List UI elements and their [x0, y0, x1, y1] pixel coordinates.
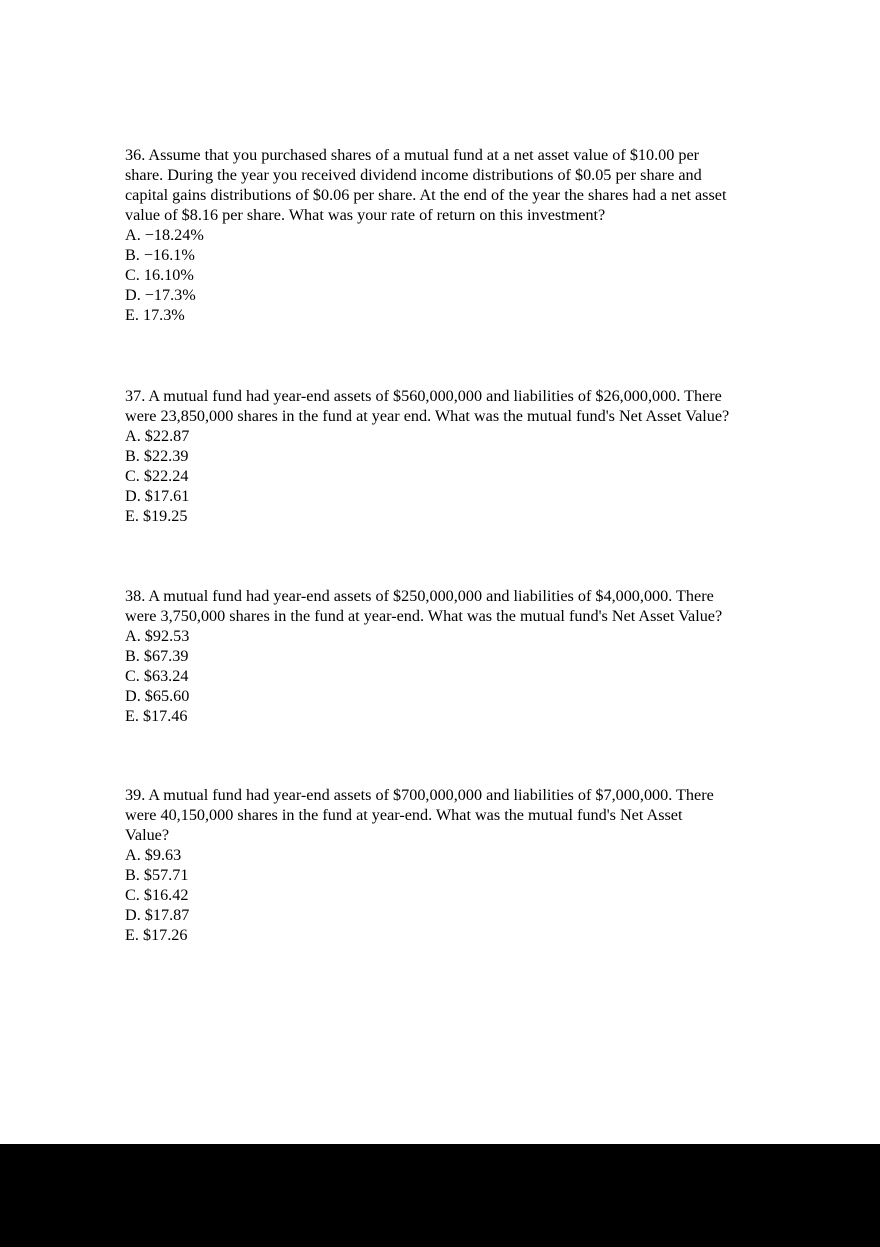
- option-d: D. $65.60: [125, 687, 190, 705]
- answer-options: [125, 626, 785, 726]
- stem-line: were 23,850,000 shares in the fund at year end. What was the mutual fund's Net Asset Value?: [125, 407, 730, 425]
- question-stem: [125, 785, 785, 845]
- answer-options: [125, 426, 785, 526]
- option-c: C. 16.10%: [125, 266, 194, 284]
- option-e: E. $17.26: [125, 926, 188, 944]
- option-b: B. −16.1%: [125, 246, 195, 264]
- option-e: E. 17.3%: [125, 306, 185, 324]
- option-a: A. −18.24%: [125, 226, 204, 244]
- stem-line: were 3,750,000 shares in the fund at year-end. What was the mutual fund's Net Asset Value?: [125, 607, 723, 625]
- option-d: D. $17.61: [125, 487, 190, 505]
- answer-options: [125, 225, 785, 325]
- question-37: [125, 386, 785, 526]
- question-36: [125, 145, 785, 325]
- option-d: D. −17.3%: [125, 286, 196, 304]
- question-39: [125, 785, 785, 945]
- stem-line: 39. A mutual fund had year-end assets of $700,000,000 and liabilities of $7,000,000. There: [125, 786, 714, 804]
- question-stem: [125, 386, 785, 426]
- stem-line: 36. Assume that you purchased shares of a mutual fund at a net asset value of $10.00 per: [125, 146, 700, 164]
- stem-line: share. During the year you received dividend income distributions of $0.05 per share and: [125, 166, 702, 184]
- option-e: E. $17.46: [125, 707, 188, 725]
- stem-line: 37. A mutual fund had year-end assets of $560,000,000 and liabilities of $26,000,000. There: [125, 387, 722, 405]
- option-b: B. $22.39: [125, 447, 189, 465]
- option-b: B. $57.71: [125, 866, 189, 884]
- option-d: D. $17.87: [125, 906, 190, 924]
- option-c: C. $22.24: [125, 467, 189, 485]
- stem-line: 38. A mutual fund had year-end assets of $250,000,000 and liabilities of $4,000,000. There: [125, 587, 714, 605]
- stem-line: were 40,150,000 shares in the fund at year-end. What was the mutual fund's Net Asset: [125, 806, 683, 824]
- answer-options: [125, 845, 785, 945]
- option-a: A. $9.63: [125, 846, 182, 864]
- option-a: A. $22.87: [125, 427, 190, 445]
- option-a: A. $92.53: [125, 627, 190, 645]
- question-stem: [125, 586, 785, 626]
- option-c: C. $63.24: [125, 667, 189, 685]
- stem-line: capital gains distributions of $0.06 per share. At the end of the year the shares had a net asset: [125, 186, 727, 204]
- bottom-black-bar: [0, 1144, 880, 1247]
- option-e: E. $19.25: [125, 507, 188, 525]
- stem-line: value of $8.16 per share. What was your rate of return on this investment?: [125, 206, 606, 224]
- question-38: [125, 586, 785, 726]
- option-b: B. $67.39: [125, 647, 189, 665]
- stem-line: Value?: [125, 826, 170, 844]
- question-stem: [125, 145, 785, 225]
- option-c: C. $16.42: [125, 886, 189, 904]
